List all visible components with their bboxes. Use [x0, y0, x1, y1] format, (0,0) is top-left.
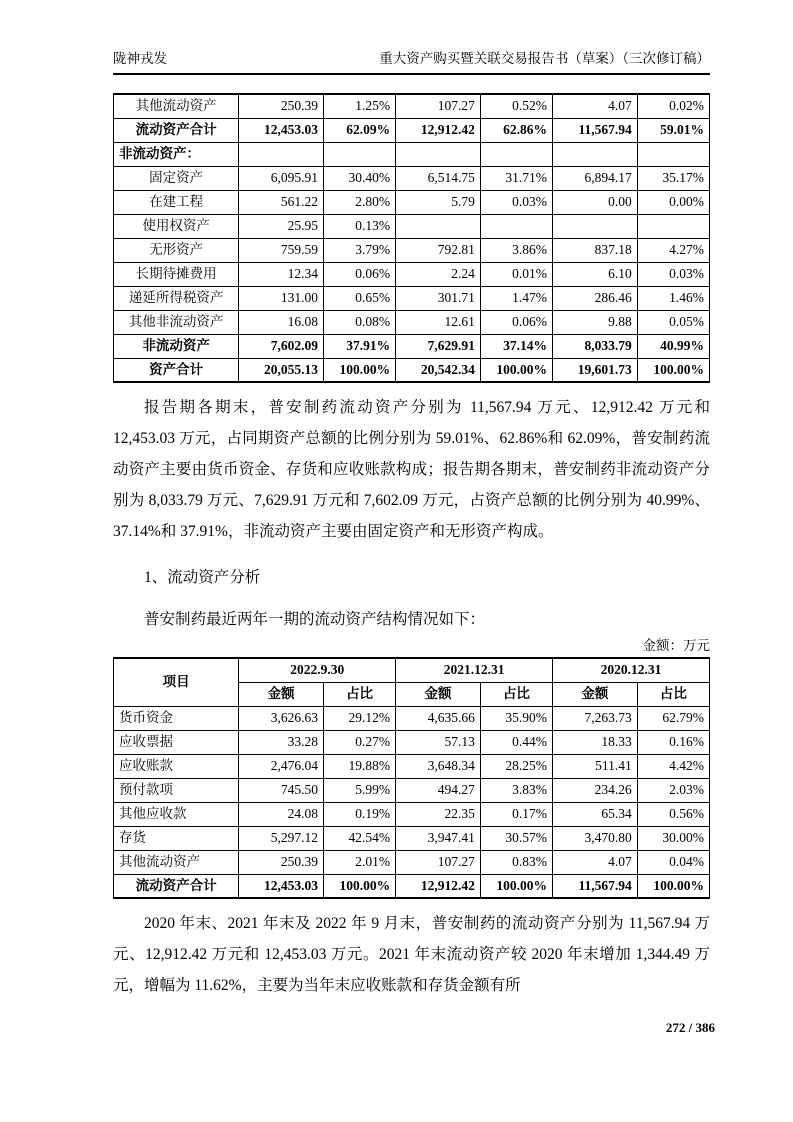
cell-amount: 12,912.42 [396, 874, 481, 898]
current-assets-table [113, 657, 710, 899]
cell-amount: 22.35 [396, 802, 481, 826]
cell-ratio [637, 214, 709, 238]
cell-ratio: 5.99% [323, 778, 395, 802]
cell-amount: 2,476.04 [239, 754, 324, 778]
column-header-period-2021: 2021.12.31 [396, 658, 553, 682]
table-row [114, 214, 710, 238]
cell-amount: 7,629.91 [396, 334, 481, 358]
cell-ratio: 1.46% [637, 286, 709, 310]
cell-amount: 4.07 [553, 850, 638, 874]
cell-amount: 107.27 [396, 94, 481, 118]
cell-amount: 5,297.12 [239, 826, 324, 850]
cell-ratio [480, 142, 552, 166]
cell-ratio: 0.00% [637, 190, 709, 214]
table-row [114, 358, 710, 382]
running-header [113, 50, 710, 75]
cell-ratio: 0.19% [323, 802, 395, 826]
cell-ratio: 2.01% [323, 850, 395, 874]
cell-ratio: 100.00% [323, 874, 395, 898]
row-label: 递延所得税资产 [114, 286, 239, 310]
cell-ratio: 3.83% [480, 778, 552, 802]
section-heading: 1、流动资产分析 [144, 569, 261, 586]
cell-ratio: 1.47% [480, 286, 552, 310]
row-label: 存货 [114, 826, 239, 850]
unit-note: 金额：万元 [642, 638, 710, 653]
cell-ratio: 0.03% [480, 190, 552, 214]
row-label: 其他流动资产 [114, 94, 239, 118]
cell-ratio: 0.56% [637, 802, 709, 826]
cell-ratio: 35.90% [480, 706, 552, 730]
cell-ratio: 59.01% [637, 118, 709, 142]
cell-amount: 494.27 [396, 778, 481, 802]
table-row [114, 286, 710, 310]
cell-amount: 4.07 [553, 94, 638, 118]
cell-amount: 7,263.73 [553, 706, 638, 730]
page-number: 272 / 386 [665, 1020, 715, 1035]
cell-ratio: 62.86% [480, 118, 552, 142]
cell-ratio: 30.00% [637, 826, 709, 850]
cell-amount [553, 142, 638, 166]
cell-ratio: 2.03% [637, 778, 709, 802]
cell-ratio: 100.00% [323, 358, 395, 382]
cell-ratio: 0.01% [480, 262, 552, 286]
table-row [114, 730, 710, 754]
cell-amount: 5.79 [396, 190, 481, 214]
asset-structure-table-body [114, 94, 710, 382]
cell-ratio: 31.71% [480, 166, 552, 190]
cell-amount: 511.41 [553, 754, 638, 778]
cell-amount: 19,601.73 [553, 358, 638, 382]
table-intro-text: 普安制药最近两年一期的流动资产结构情况如下： [144, 611, 486, 628]
row-label: 其他流动资产 [114, 850, 239, 874]
cell-ratio: 37.91% [323, 334, 395, 358]
cell-amount: 4,635.66 [396, 706, 481, 730]
row-label: 固定资产 [114, 166, 239, 190]
cell-ratio: 0.52% [480, 94, 552, 118]
table-row [114, 334, 710, 358]
row-label: 流动资产合计 [114, 118, 239, 142]
table-row [114, 778, 710, 802]
table-row [114, 310, 710, 334]
table-row [114, 142, 710, 166]
cell-ratio: 40.99% [637, 334, 709, 358]
cell-amount: 6,894.17 [553, 166, 638, 190]
cell-ratio: 0.05% [637, 310, 709, 334]
cell-ratio: 0.44% [480, 730, 552, 754]
cell-ratio: 3.86% [480, 238, 552, 262]
cell-amount: 250.39 [239, 94, 324, 118]
cell-ratio: 0.65% [323, 286, 395, 310]
cell-amount: 24.08 [239, 802, 324, 826]
cell-ratio: 19.88% [323, 754, 395, 778]
subheader-amount: 金额 [553, 682, 638, 706]
cell-ratio: 62.79% [637, 706, 709, 730]
cell-amount: 6,514.75 [396, 166, 481, 190]
cell-amount: 3,470.80 [553, 826, 638, 850]
cell-amount [396, 142, 481, 166]
cell-amount: 745.50 [239, 778, 324, 802]
table-row [114, 118, 710, 142]
table-header-row [114, 658, 710, 682]
cell-amount: 6.10 [553, 262, 638, 286]
cell-ratio [637, 142, 709, 166]
row-label: 非流动资产 [114, 334, 239, 358]
cell-ratio: 2.80% [323, 190, 395, 214]
cell-ratio: 0.06% [323, 262, 395, 286]
cell-ratio: 100.00% [637, 358, 709, 382]
cell-ratio: 35.17% [637, 166, 709, 190]
row-label: 应收账款 [114, 754, 239, 778]
cell-amount: 12,912.42 [396, 118, 481, 142]
row-label: 流动资产合计 [114, 874, 239, 898]
row-label: 货币资金 [114, 706, 239, 730]
cell-amount: 33.28 [239, 730, 324, 754]
cell-ratio: 62.09% [323, 118, 395, 142]
cell-amount: 3,626.63 [239, 706, 324, 730]
row-label: 预付款项 [114, 778, 239, 802]
cell-amount: 57.13 [396, 730, 481, 754]
cell-ratio: 0.04% [637, 850, 709, 874]
cell-amount: 3,648.34 [396, 754, 481, 778]
column-header-item: 项目 [114, 658, 239, 706]
table-row [114, 262, 710, 286]
cell-ratio: 0.02% [637, 94, 709, 118]
cell-ratio: 0.13% [323, 214, 395, 238]
cell-amount: 6,095.91 [239, 166, 324, 190]
row-label: 使用权资产 [114, 214, 239, 238]
cell-amount: 2.24 [396, 262, 481, 286]
cell-ratio: 30.57% [480, 826, 552, 850]
table-row [114, 190, 710, 214]
table-row [114, 238, 710, 262]
cell-amount: 0.00 [553, 190, 638, 214]
cell-ratio: 42.54% [323, 826, 395, 850]
cell-amount: 20,055.13 [239, 358, 324, 382]
cell-ratio: 0.17% [480, 802, 552, 826]
cell-ratio: 0.27% [323, 730, 395, 754]
table-row [114, 874, 710, 898]
cell-amount: 792.81 [396, 238, 481, 262]
subheader-amount: 金额 [396, 682, 481, 706]
cell-amount: 301.71 [396, 286, 481, 310]
cell-amount: 11,567.94 [553, 118, 638, 142]
cell-ratio: 30.40% [323, 166, 395, 190]
table-row [114, 166, 710, 190]
cell-amount [396, 214, 481, 238]
cell-amount: 25.95 [239, 214, 324, 238]
column-header-period-2022: 2022.9.30 [239, 658, 396, 682]
subheader-amount: 金额 [239, 682, 324, 706]
cell-amount: 107.27 [396, 850, 481, 874]
cell-amount: 12,453.03 [239, 118, 324, 142]
cell-amount: 12,453.03 [239, 874, 324, 898]
cell-amount: 286.46 [553, 286, 638, 310]
cell-amount: 18.33 [553, 730, 638, 754]
subheader-ratio: 占比 [323, 682, 395, 706]
row-label: 无形资产 [114, 238, 239, 262]
table-row [114, 826, 710, 850]
cell-ratio: 0.16% [637, 730, 709, 754]
row-label: 在建工程 [114, 190, 239, 214]
row-label: 其他应收款 [114, 802, 239, 826]
cell-amount: 561.22 [239, 190, 324, 214]
cell-ratio: 0.06% [480, 310, 552, 334]
subheader-ratio: 占比 [480, 682, 552, 706]
table-row [114, 850, 710, 874]
header-left-text: 陇神戎发 [113, 51, 167, 66]
subheader-ratio: 占比 [637, 682, 709, 706]
table-row [114, 94, 710, 118]
cell-ratio: 0.03% [637, 262, 709, 286]
current-assets-table-header [114, 658, 710, 706]
cell-amount: 65.34 [553, 802, 638, 826]
row-label: 应收票据 [114, 730, 239, 754]
cell-amount: 250.39 [239, 850, 324, 874]
current-assets-table-body [114, 706, 710, 898]
cell-ratio: 100.00% [480, 874, 552, 898]
cell-amount: 16.08 [239, 310, 324, 334]
cell-ratio: 37.14% [480, 334, 552, 358]
cell-amount: 7,602.09 [239, 334, 324, 358]
cell-ratio: 4.42% [637, 754, 709, 778]
cell-amount: 20,542.34 [396, 358, 481, 382]
assets-summary-paragraph: 报告期各期末，普安制药流动资产分别为 11,567.94 万元、12,912.42 万元和 12,453.03 万元，占同期资产总额的比例分别为 59.01%、62.86%和 62.09%，普安制药流动资产主要由货币资金、存货和应收账款构成；报告期各期末，普安制药非流动资产分别为 8,033.79 万元、7,629.91 万元和 7,602.09 万元，占资产总额的比例分别为 40.99%、37.14%和 37.91%，非流动资产主要由固定资产和无形资产构成。 [113, 399, 710, 540]
cell-ratio [480, 214, 552, 238]
cell-amount: 3,947.41 [396, 826, 481, 850]
table-row [114, 754, 710, 778]
cell-ratio: 1.25% [323, 94, 395, 118]
row-label: 非流动资产： [114, 142, 239, 166]
row-label: 长期待摊费用 [114, 262, 239, 286]
table-row [114, 706, 710, 730]
cell-ratio: 28.25% [480, 754, 552, 778]
cell-amount: 234.26 [553, 778, 638, 802]
cell-ratio: 0.08% [323, 310, 395, 334]
current-assets-paragraph: 2020 年末、2021 年末及 2022 年 9 月末，普安制药的流动资产分别为 11,567.94 万元、12,912.42 万元和 12,453.03 万元。2021 年末流动资产较 2020 年末增加 1,344.49 万元，增幅为 11.62%，主要为当年末应收账款和存货金额有所 [113, 915, 710, 994]
cell-amount: 11,567.94 [553, 874, 638, 898]
cell-amount: 759.59 [239, 238, 324, 262]
header-right-text: 重大资产购买暨关联交易报告书（草案）（三次修订稿） [379, 51, 710, 66]
cell-ratio: 3.79% [323, 238, 395, 262]
row-label: 资产合计 [114, 358, 239, 382]
cell-amount: 837.18 [553, 238, 638, 262]
asset-structure-table [113, 93, 710, 383]
cell-amount [553, 214, 638, 238]
cell-ratio [323, 142, 395, 166]
cell-ratio: 4.27% [637, 238, 709, 262]
cell-amount: 131.00 [239, 286, 324, 310]
table-row [114, 802, 710, 826]
cell-ratio: 100.00% [480, 358, 552, 382]
column-header-period-2020: 2020.12.31 [553, 658, 710, 682]
row-label: 其他非流动资产 [114, 310, 239, 334]
cell-amount [239, 142, 324, 166]
cell-amount: 12.61 [396, 310, 481, 334]
cell-ratio: 0.83% [480, 850, 552, 874]
cell-ratio: 100.00% [637, 874, 709, 898]
cell-amount: 12.34 [239, 262, 324, 286]
cell-amount: 9.88 [553, 310, 638, 334]
cell-amount: 8,033.79 [553, 334, 638, 358]
cell-ratio: 29.12% [323, 706, 395, 730]
